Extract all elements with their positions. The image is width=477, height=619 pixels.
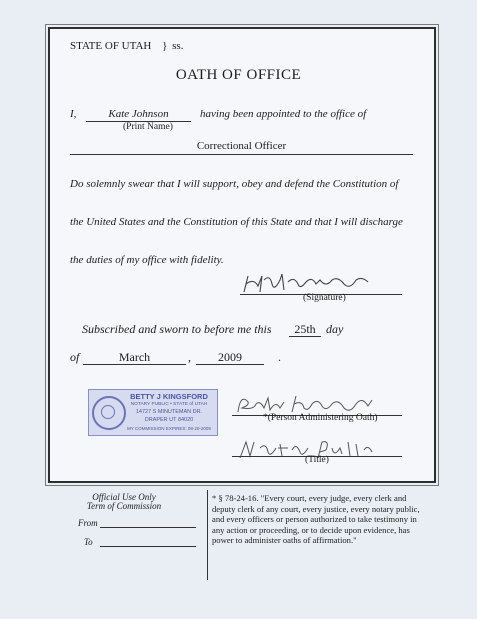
state-label: STATE OF UTAH — [70, 40, 152, 52]
stamp-name: BETTY J KINGSFORD — [130, 392, 208, 401]
year-value: 2009 — [218, 350, 242, 364]
document-title: OATH OF OFFICE — [175, 67, 302, 83]
notary-stamp — [88, 389, 218, 436]
office-value: Correctional Officer — [196, 140, 287, 152]
print-name-value: Kate Johnson — [108, 108, 169, 120]
statute-footnote: * § 78-24-16. "Every court, every judge, every clerk and deputy clerk of any court, every justice, every notary public, and every officers or person authorized to take testimony in any action or proceeding, or to decide upon evidence, has power to administer oaths of affirmation." — [212, 493, 420, 545]
stamp-line-4: MY COMMISSION EXPIRES: 08-20-2009 — [127, 426, 211, 431]
footnote-divider — [207, 490, 208, 580]
from-label: From — [78, 518, 98, 528]
ss-label: ss. — [172, 40, 184, 52]
from-field-line — [100, 527, 196, 528]
appoint-prefix: I, — [70, 108, 77, 120]
state-seal-icon — [92, 396, 126, 430]
period: . — [278, 350, 281, 364]
stamp-line-3: DRAPER UT 84020 — [144, 417, 194, 423]
administering-caption: *(Person Administering Oath) — [263, 413, 378, 423]
sworn-text: Subscribed and sworn to before me this — [82, 322, 272, 336]
to-field-line — [100, 546, 196, 547]
signature-caption: (Signature) — [303, 293, 346, 303]
brace: } — [162, 40, 168, 52]
day-value: 25th — [294, 322, 316, 336]
print-name-caption: (Print Name) — [123, 122, 173, 132]
term-of-commission-heading: Term of Commission — [86, 501, 162, 511]
comma: , — [188, 350, 191, 364]
stamp-line-1: NOTARY PUBLIC • STATE of UTAH — [130, 402, 208, 407]
office-field-line — [70, 154, 413, 155]
state-header — [70, 40, 183, 52]
title-caption: (Title) — [305, 455, 329, 465]
oath-line-1: Do solemnly swear that I will support, obey and defend the Constitution of — [70, 178, 399, 190]
official-use-heading: Official Use Only — [92, 492, 156, 502]
of-label: of — [70, 350, 80, 364]
to-label: To — [84, 537, 93, 547]
stamp-line-2: 14727 S MINUTEMAN DR. — [135, 409, 203, 415]
oath-line-3: the duties of my office with fidelity. — [70, 254, 224, 266]
oath-line-2: the United States and the Constitution of this State and that I will discharge — [70, 216, 403, 228]
month-value: March — [118, 350, 151, 364]
appoint-suffix: having been appointed to the office of — [200, 108, 367, 120]
day-label: day — [326, 322, 344, 336]
